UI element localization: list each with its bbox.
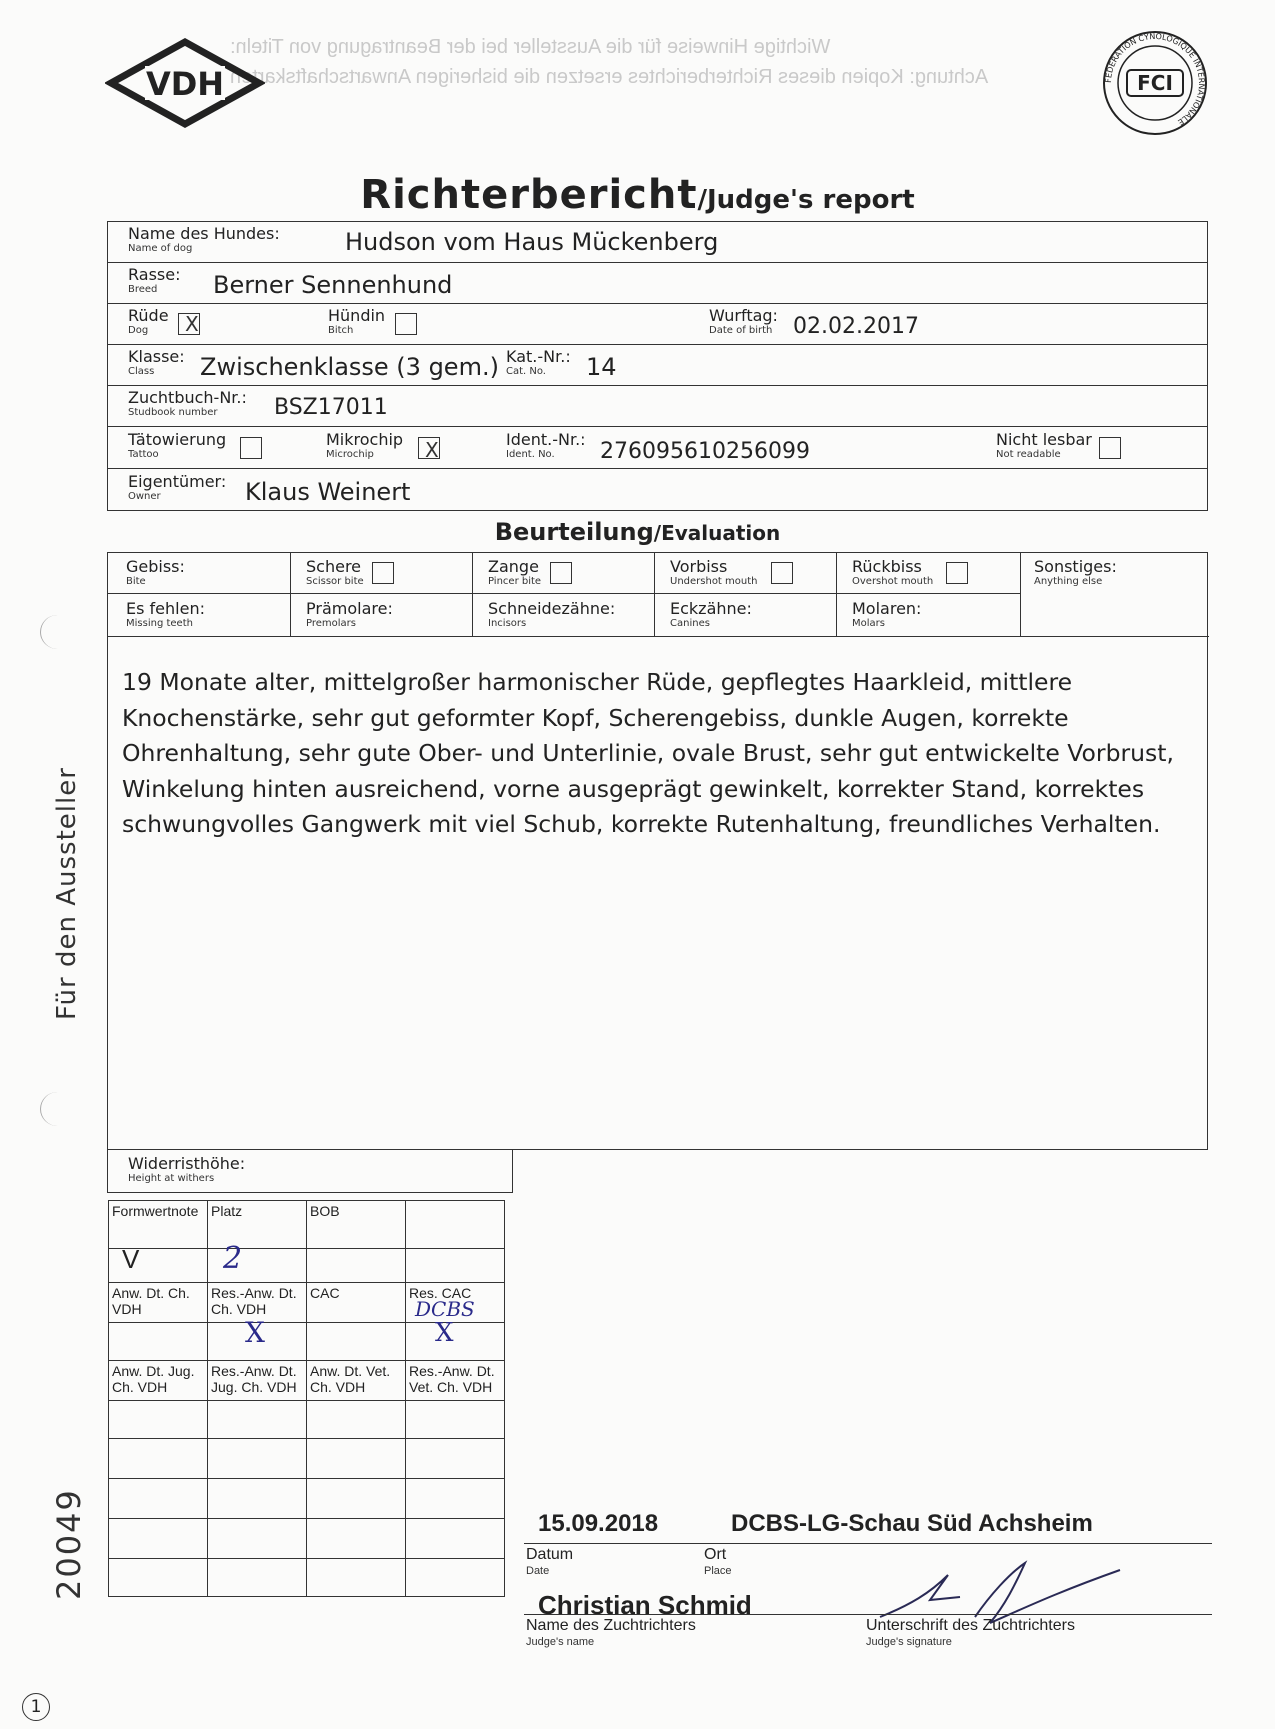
canines-label: Eckzähne: (670, 599, 752, 618)
svg-text:FCI: FCI (1137, 71, 1173, 95)
chip-mark: X (425, 438, 439, 462)
dob-value: 02.02.2017 (793, 314, 919, 339)
bleed-through-line: Achtung: Kopien dieses Richterberichtes ersetzen die bisherigen Anwartschaftskarten (230, 66, 989, 88)
male-label: Rüde (128, 306, 169, 325)
other-label: Sonstiges: (1034, 557, 1117, 576)
res-anw-vet-header: Res.-Anw. Dt. Vet. Ch. VDH (406, 1361, 505, 1401)
cat-label: Kat.-Nr.: (506, 347, 571, 366)
anw-vet-header: Anw. Dt. Vet. Ch. VDH (307, 1361, 406, 1401)
results-table (108, 1200, 505, 1597)
res-anw-ch-value[interactable]: X (208, 1323, 307, 1361)
overshot-checkbox[interactable] (946, 562, 968, 584)
bob-value[interactable] (307, 1249, 406, 1283)
premolars-label: Prämolare: (306, 599, 393, 618)
pincer-checkbox[interactable] (550, 562, 572, 584)
place-label: Ort (704, 1546, 727, 1563)
judge-name: Christian Schmid (538, 1590, 752, 1620)
male-mark: X (185, 312, 199, 336)
serial-number: 20049 (50, 1488, 88, 1600)
scissor-label: Schere (306, 557, 362, 576)
title-main: Richterbericht (360, 172, 698, 218)
dog-name: Hudson vom Haus Mückenberg (345, 228, 719, 256)
evaluation-text: 19 Monate alter, mittelgroßer harmonischer Rüde, gepflegtes Haarkleid, mittlere Knochenstärke, sehr gut geformter Kopf, Scherengebiss, dunkle Augen, korrekte Ohrenhaltung, sehr gute Ober- und Unterlinie, ovale Brust, sehr gut entwickelte Vorbrust, Winkelung hinten ausreichend, vorne ausgeprägt gewinkelt, korrekter Stand, korrektes schwungvolles Gangwerk mit viel Schub, korrekte Rutenhaltung, freundliches Verhalten. (122, 668, 1174, 838)
female-checkbox[interactable] (395, 313, 417, 335)
cac-value[interactable] (307, 1323, 406, 1361)
fci-logo (1100, 28, 1210, 138)
cac-header: CAC (307, 1283, 406, 1323)
date-value: 15.09.2018 (538, 1510, 659, 1537)
ident-label: Ident.-Nr.: (506, 430, 586, 449)
molars-label: Molaren: (852, 599, 922, 618)
res-anw-ch-header: Res.-Anw. Dt. Ch. VDH (208, 1283, 307, 1323)
dcbs-note: DCBS (415, 1297, 475, 1321)
svg-text:VDH: VDH (145, 65, 225, 103)
undershot-label: Vorbiss (670, 557, 728, 576)
row-owner: Eigentümer: Owner Klaus Weinert (128, 472, 411, 506)
empty-value[interactable] (406, 1249, 505, 1283)
row-ident: Tätowierung Tattoo Mikrochip Microchip X Ident.-Nr.: Ident. No. 276095610256099 Nicht lesbar Not readable (108, 427, 1207, 469)
missing-label: Es fehlen: (126, 599, 205, 618)
withers-label: Widerristhöhe: (128, 1154, 246, 1173)
row-sex: Rüde Dog X Hündin Bitch Wurftag: Date of birth 02.02.2017 (108, 304, 1207, 345)
bob-header: BOB (307, 1201, 406, 1249)
chip-label: Mikrochip (326, 430, 404, 449)
pincer-label: Zange (488, 557, 539, 576)
evaluation-heading: Beurteilung/Evaluation (494, 518, 781, 546)
scissor-checkbox[interactable] (372, 562, 394, 584)
anw-jug-header: Anw. Dt. Jug. Ch. VDH (109, 1361, 208, 1401)
platz-value[interactable]: 2 (208, 1249, 307, 1283)
signature-label: Unterschrift des Zuchtrichters (866, 1617, 1075, 1634)
studbook-label: Zuchtbuch-Nr.: (128, 388, 247, 407)
cat-value: 14 (586, 353, 617, 381)
title-sub: /Judge's report (697, 185, 915, 215)
breed-value: Berner Sennenhund (213, 271, 453, 299)
formwert-header: Formwertnote (109, 1201, 208, 1249)
bleed-through-line: Wichtige Hinweise für die Aussteller bei der Beantragung von Titeln: (230, 36, 831, 58)
female-label: Hündin (328, 306, 386, 325)
dob-label: Wurftag: (709, 306, 778, 325)
class-value: Zwischenklasse (3 gem.) (200, 353, 499, 381)
name-label: Name des Hundes: (128, 224, 280, 243)
row-dog-name: Name des Hundes: Name of dog Hudson vom Haus Mückenberg (108, 222, 1207, 263)
row-studbook: Zuchtbuch-Nr.: Studbook number BSZ17011 (108, 386, 1207, 427)
not-readable-checkbox[interactable] (1099, 437, 1121, 459)
owner-value: Klaus Weinert (245, 478, 411, 506)
vdh-logo (105, 38, 265, 128)
judge-label: Name des Zuchtrichters (526, 1617, 696, 1634)
tattoo-label: Tätowierung (128, 430, 227, 449)
owner-label: Eigentümer: (128, 472, 227, 491)
ident-value: 276095610256099 (600, 439, 810, 464)
dog-info-box (107, 221, 1208, 511)
tattoo-checkbox[interactable] (240, 437, 262, 459)
row-breed: Rasse: Breed Berner Sennenhund (108, 263, 1207, 304)
anw-ch-value[interactable] (109, 1323, 208, 1361)
undershot-checkbox[interactable] (771, 562, 793, 584)
date-label: Datum (526, 1546, 574, 1563)
empty-header (406, 1201, 505, 1249)
studbook-value: BSZ17011 (274, 395, 388, 420)
breed-label: Rasse: (128, 265, 181, 284)
platz-header: Platz (208, 1201, 307, 1249)
page-number: 1 (22, 1693, 50, 1721)
not-readable-label: Nicht lesbar (996, 430, 1092, 449)
overshot-label: Rückbiss (852, 557, 922, 576)
punch-hole-mark (40, 615, 75, 649)
class-label: Klasse: (128, 347, 185, 366)
page-title (0, 172, 1275, 218)
svg-text:FÉDÉRATION CYNOLOGIQUE INTERNA: FÉDÉRATION CYNOLOGIQUE INTERNATIONALE (1103, 31, 1207, 127)
incisors-label: Schneidezähne: (488, 599, 616, 618)
place-value: DCBS-LG-Schau Süd Achsheim (731, 1510, 1093, 1537)
res-cac-value[interactable]: X (406, 1323, 505, 1361)
side-label: Für den Aussteller (52, 767, 82, 1020)
punch-hole-mark (40, 1092, 75, 1126)
withers-box: Widerristhöhe: Height at withers (107, 1150, 513, 1193)
anw-ch-header: Anw. Dt. Ch. VDH (109, 1283, 208, 1323)
row-class: Klasse: Class Zwischenklasse (3 gem.) Kat.-Nr.: Cat. No. 14 (108, 345, 1207, 386)
bite-label: Gebiss: (126, 557, 185, 576)
res-anw-jug-header: Res.-Anw. Dt. Jug. Ch. VDH (208, 1361, 307, 1401)
res-cac-header: Res. CAC DCBS (406, 1283, 505, 1323)
evaluation-box: Gebiss: Bite Schere Scissor bite Zange Pincer bite Vorbiss Undershot mouth Rückbiss Overshot mouth Sonstiges: Anything else Es fehlen: Missing teeth Prämolare: Premolars Schneidezähne: Incisors Eckzähne: Canines Molaren: Molars (107, 552, 1208, 1150)
formwert-value[interactable]: V (109, 1249, 208, 1283)
